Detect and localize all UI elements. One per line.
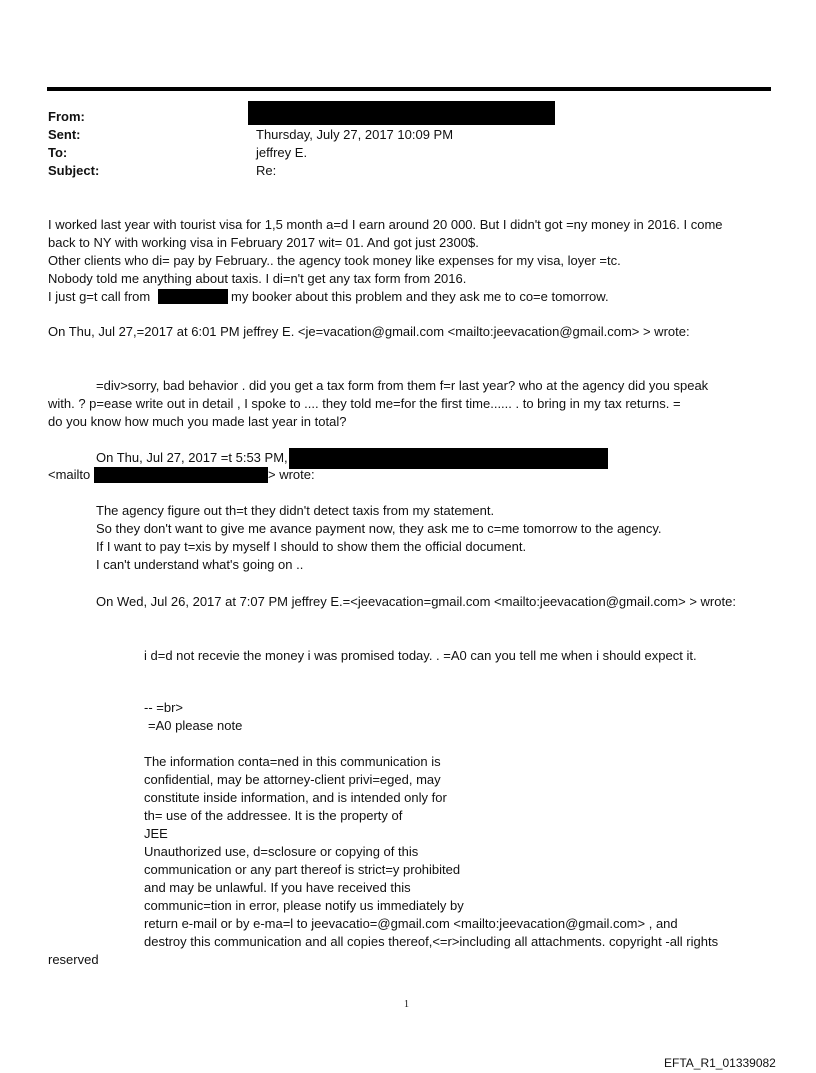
disclaimer-line: return e-mail or by e-ma=l to jeevacatio=@gmail.com <mailto:jeevacation@gmail.com> , and <box>144 916 678 931</box>
disclaimer-line: confidential, may be attorney-client privi=eged, may <box>144 772 441 787</box>
disclaimer-line: th= use of the addressee. It is the property of <box>144 808 403 823</box>
quote-header: On Thu, Jul 27,=2017 at 6:01 PM jeffrey E. <je=vacation@gmail.com <mailto:jeevacation@gmail.com> > wrote: <box>48 324 690 339</box>
reply-line: =div>sorry, bad behavior . did you get a tax form from them f=r last year? who at the agency did you speak <box>96 378 709 393</box>
disclaimer-line: reserved <box>48 952 99 967</box>
signature-line: -- =br> <box>144 700 184 715</box>
document-id: EFTA_R1_01339082 <box>664 1056 776 1070</box>
disclaimer-line: constitute inside information, and is intended only for <box>144 790 447 805</box>
sent-value: Thursday, July 27, 2017 10:09 PM <box>256 127 454 142</box>
disclaimer-line: communication or any part thereof is strict=y prohibited <box>144 862 461 877</box>
signature-line: =A0 please note <box>148 718 243 733</box>
disclaimer-line: communic=tion in error, please notify us immediately by <box>144 898 464 913</box>
reply-line: If I want to pay t=xis by myself I should to show them the official document. <box>96 539 527 554</box>
quote-header: > wrote: <box>268 467 315 482</box>
page-number: 1 <box>404 999 409 1010</box>
disclaimer-line: The information conta=ned in this communication is <box>144 754 441 769</box>
reply-line: I can't understand what's going on .. <box>96 557 304 572</box>
disclaimer-line: Unauthorized use, d=sclosure or copying of this <box>144 844 419 859</box>
header-rule <box>47 87 771 91</box>
body-line: Nobody told me anything about taxis. I di=n't get any tax form from 2016. <box>48 271 467 286</box>
body-line: back to NY with working visa in February 2017 wit= 01. And got just 2300$. <box>48 235 479 250</box>
reply-line: So they don't want to give me avance payment now, they ask me to c=me tomorrow to the agency. <box>96 521 662 536</box>
reply-line: The agency figure out th=t they didn't detect taxis from my statement. <box>96 503 495 518</box>
body-line: I just g=t call from <box>48 289 151 304</box>
reply-line: i d=d not recevie the money i was promised today. . =A0 can you tell me when i should expect it. <box>144 648 697 663</box>
disclaimer-line: JEE <box>144 826 168 841</box>
to-label: To: <box>48 145 68 160</box>
redaction-mailto <box>94 467 268 483</box>
reply-line: do you know how much you made last year in total? <box>48 414 347 429</box>
redaction-sender <box>289 448 608 469</box>
quote-header: On Thu, Jul 27, 2017 =t 5:53 PM, <box>96 450 288 465</box>
reply-line: with. ? p=ease write out in detail , I spoke to .... they told me=for the first time...... . to bring in my tax returns. = <box>48 396 681 411</box>
subject-label: Subject: <box>48 163 100 178</box>
body-line: my booker about this problem and they ask me to co=e tomorrow. <box>231 289 609 304</box>
disclaimer-line: destroy this communication and all copies thereof,<=r>including all attachments. copyright -all rights <box>144 934 719 949</box>
body-line: I worked last year with tourist visa for 1,5 month a=d I earn around 20 000. But I didn't got =ny money in 2016. I come <box>48 217 723 232</box>
quote-header: On Wed, Jul 26, 2017 at 7:07 PM jeffrey E.=<jeevacation=gmail.com <mailto:jeevacation@gmail.com> > wrote: <box>96 594 736 609</box>
subject-value: Re: <box>256 163 277 178</box>
quote-header: <mailto <box>48 467 91 482</box>
redaction-name <box>158 289 228 304</box>
disclaimer-line: and may be unlawful. If you have received this <box>144 880 411 895</box>
redaction-from <box>248 101 555 125</box>
from-label: From: <box>48 109 85 124</box>
body-line: Other clients who di= pay by February.. the agency took money like expenses for my visa, loyer =tc. <box>48 253 621 268</box>
sent-label: Sent: <box>48 127 81 142</box>
to-value: jeffrey E. <box>256 145 308 160</box>
